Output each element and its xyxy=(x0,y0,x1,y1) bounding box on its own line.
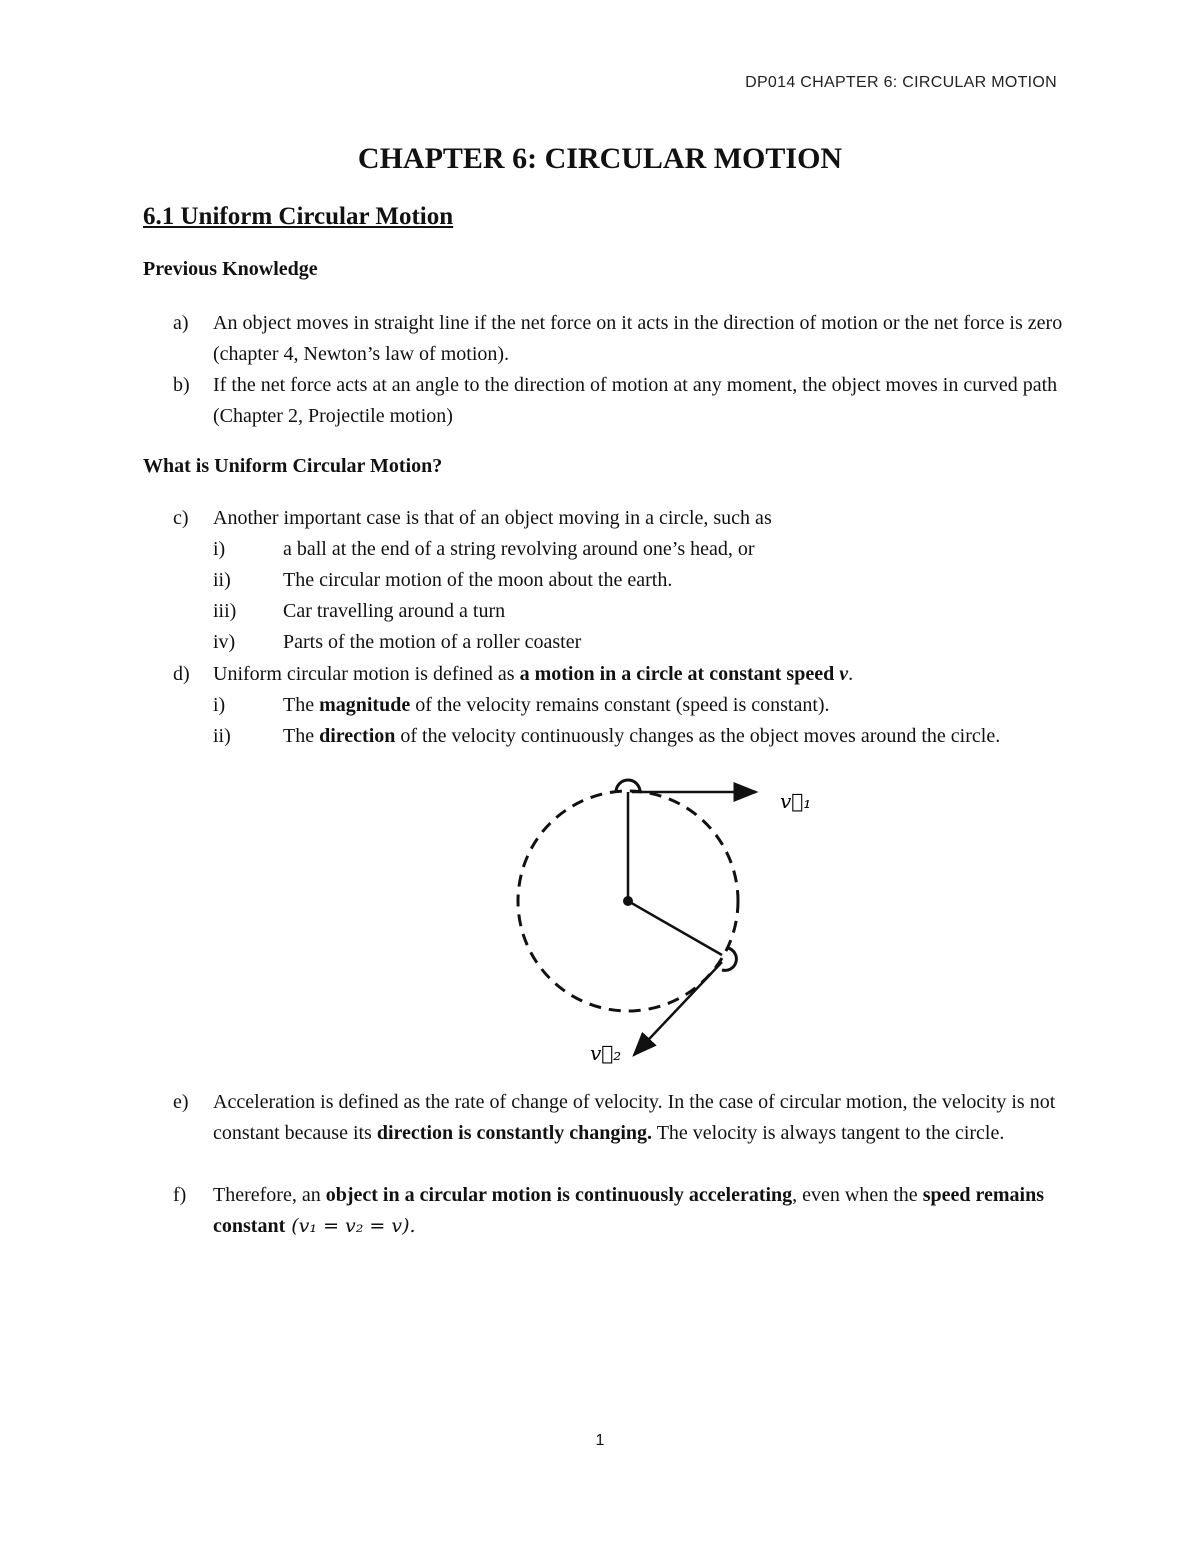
list-item-b xyxy=(173,370,1073,432)
text-run: Uniform circular motion is defined as xyxy=(213,663,520,685)
circular-motion-diagram xyxy=(500,770,820,1080)
text-run: . xyxy=(848,663,854,685)
text-run: , even when the xyxy=(792,1184,923,1206)
list-text: If the net force acts at an angle to the direction of motion at any moment, the object moves in curved path (Chapter 2, Projectile motion) xyxy=(213,374,1058,427)
sub-text: Parts of the motion of a roller coaster xyxy=(283,631,582,653)
bold-text: magnitude xyxy=(319,694,411,716)
list-label: c) xyxy=(173,507,189,529)
list-text: Another important case is that of an object moving in a circle, such as xyxy=(213,507,772,529)
sub-item-d-ii xyxy=(213,721,1073,752)
list-item-a xyxy=(173,308,1073,370)
list-text xyxy=(213,1087,1073,1149)
sub-label: iv) xyxy=(213,631,236,653)
text-run: Therefore, an xyxy=(213,1184,326,1206)
bold-text: object in a circular motion is continuously accelerating xyxy=(325,1184,793,1206)
sub-item-c-ii xyxy=(213,565,1073,596)
list-label: e) xyxy=(173,1091,189,1113)
text-run: The velocity is always tangent to the circle. xyxy=(652,1122,1005,1144)
bold-text: direction xyxy=(319,725,396,747)
center-point xyxy=(623,896,633,906)
text-run: The xyxy=(283,725,320,747)
text-run: The xyxy=(283,694,320,716)
list-item-c xyxy=(173,503,1073,534)
list-text xyxy=(213,1180,1073,1242)
list-item-f xyxy=(173,1180,1073,1242)
running-header: DP014 CHAPTER 6: CIRCULAR MOTION xyxy=(745,74,1057,91)
list-text xyxy=(213,659,1073,690)
sub-item-c-iv xyxy=(213,627,1073,658)
sub-item-c-iii xyxy=(213,596,1073,627)
sub-label: iii) xyxy=(213,600,237,622)
chapter-title: CHAPTER 6: CIRCULAR MOTION xyxy=(357,142,843,175)
sub-text xyxy=(283,721,1073,752)
object-position-2 xyxy=(722,948,736,970)
speed-equation: (v₁ = v₂ = v). xyxy=(285,1215,416,1237)
text-run: of the velocity continuously changes as the object moves around the circle. xyxy=(395,725,1001,747)
list-text: An object moves in straight line if the net force on it acts in the direction of motion or the net force is zero (chapter 4, Newton’s law of motion). xyxy=(213,312,1063,365)
v1-label: v⃗₁ xyxy=(780,789,812,813)
list-item-e xyxy=(173,1087,1073,1149)
v2-label: v⃗₂ xyxy=(590,1041,622,1065)
list-item-d xyxy=(173,659,1073,690)
list-label: f) xyxy=(173,1184,187,1206)
sub-label: ii) xyxy=(213,569,231,591)
variable-v: v xyxy=(839,663,849,685)
sub-text xyxy=(283,690,1073,721)
list-label: b) xyxy=(173,374,190,396)
list-label: a) xyxy=(173,312,189,334)
sub-item-c-i xyxy=(213,534,1073,565)
sub-label: i) xyxy=(213,538,226,560)
sub-text: The circular motion of the moon about the earth. xyxy=(283,569,673,591)
sub-label: i) xyxy=(213,694,226,716)
bold-text: direction is constantly changing. xyxy=(376,1122,653,1144)
sub-item-d-i xyxy=(213,690,1073,721)
sub-text: a ball at the end of a string revolving around one’s head, or xyxy=(283,538,755,560)
sub-label: ii) xyxy=(213,725,231,747)
bold-text: speed remains constant xyxy=(213,1184,1044,1237)
page-number: 1 xyxy=(595,1432,605,1449)
text-run: Acceleration is defined as the rate of change of velocity. In the case of circular motion, the velocity is not constant because its xyxy=(213,1091,1056,1144)
sub-text: Car travelling around a turn xyxy=(283,600,506,622)
text-run: of the velocity remains constant (speed is constant). xyxy=(410,694,830,716)
velocity-arrow-2 xyxy=(634,962,722,1055)
radius-line-2 xyxy=(628,901,722,955)
list-label: d) xyxy=(173,663,190,685)
section-title: 6.1 Uniform Circular Motion xyxy=(143,203,454,230)
previous-knowledge-heading: Previous Knowledge xyxy=(143,258,318,280)
what-is-heading: What is Uniform Circular Motion? xyxy=(143,455,443,477)
bold-text: a motion in a circle at constant speed xyxy=(519,663,840,685)
